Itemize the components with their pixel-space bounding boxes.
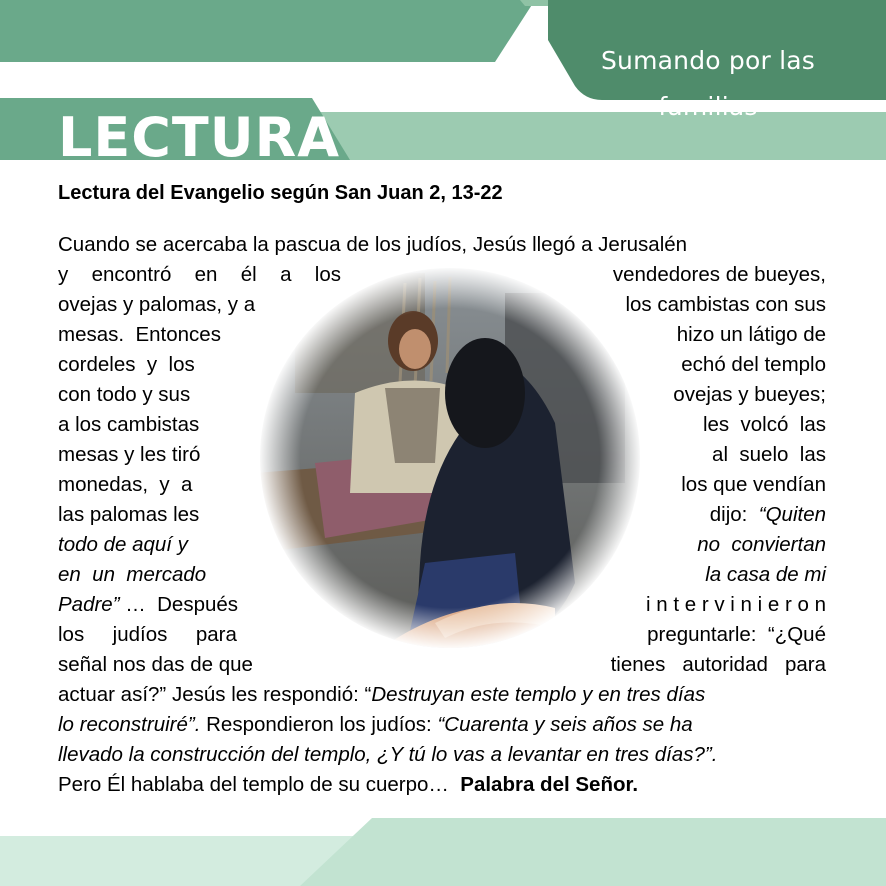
section-title: LECTURA bbox=[58, 106, 340, 161]
line-text: actuar así?” Jesús les respondió: “ bbox=[58, 683, 372, 706]
bottom-banner-accent bbox=[300, 818, 886, 886]
line-right: los cambistas con sus bbox=[625, 293, 826, 316]
reading-line bbox=[58, 380, 826, 410]
line-left: los judíos para bbox=[58, 623, 237, 646]
reading-line: Cuando se acercaba la pascua de los judíos, Jesús llegó a Jerusalén bbox=[58, 233, 688, 256]
line-right bbox=[710, 500, 826, 530]
line-right: i n t e r v i n i e r o n bbox=[645, 593, 826, 616]
line-right: los que vendían bbox=[681, 473, 826, 496]
reading-reference: Lectura del Evangelio según San Juan 2, 13-22 bbox=[58, 182, 503, 204]
reading-line bbox=[58, 560, 826, 590]
line-left: a los cambistas bbox=[58, 413, 200, 436]
quote-text: “Cuarenta y seis años se ha bbox=[437, 713, 693, 736]
line-right: hizo un látigo de bbox=[676, 323, 826, 346]
quote-right: la casa de mi bbox=[705, 563, 826, 586]
line-left: las palomas les bbox=[58, 503, 200, 526]
line-text: Respondieron los judíos: bbox=[200, 713, 438, 736]
line-right: tienes autoridad para bbox=[610, 653, 826, 676]
line-right: ovejas y bueyes; bbox=[673, 383, 826, 406]
reading-line bbox=[58, 470, 826, 500]
reading-line bbox=[58, 680, 826, 710]
line-right: preguntarle: “¿Qué bbox=[647, 623, 826, 646]
quote-text: “Quiten bbox=[758, 503, 826, 526]
quote-text: lo reconstruiré”. bbox=[58, 713, 201, 736]
line-left-text: … Después bbox=[119, 593, 239, 616]
line-right: les volcó las bbox=[702, 413, 826, 436]
reading-line bbox=[58, 770, 826, 800]
quote-left: todo de aquí y bbox=[58, 533, 188, 556]
reading-line bbox=[58, 410, 826, 440]
reading-line bbox=[58, 290, 826, 320]
line-right: echó del templo bbox=[681, 353, 826, 376]
word: en bbox=[194, 263, 218, 286]
line-left: señal nos das de que bbox=[58, 653, 253, 676]
reading-line bbox=[58, 590, 826, 620]
line-left: con todo y sus bbox=[58, 383, 191, 406]
quote-right: no conviertan bbox=[697, 533, 826, 556]
top-banner bbox=[0, 0, 535, 62]
word: encontró bbox=[91, 263, 172, 286]
reading-line bbox=[58, 710, 826, 740]
line-left: mesas. Entonces bbox=[58, 323, 221, 346]
word: a bbox=[280, 263, 292, 286]
reading-line bbox=[58, 740, 826, 770]
line-left bbox=[58, 260, 341, 290]
reading-line bbox=[58, 440, 826, 470]
quote-text: Padre” bbox=[58, 593, 120, 616]
line-left: ovejas y palomas, y a bbox=[58, 293, 256, 316]
quote-text: Destruyan este templo y en tres días bbox=[371, 683, 706, 706]
reading-line bbox=[58, 530, 826, 560]
reading-line bbox=[58, 650, 826, 680]
reading-line bbox=[58, 260, 826, 290]
line-right: vendedores de bueyes, bbox=[612, 263, 826, 286]
word: él bbox=[240, 263, 257, 286]
quote-text: llevado la construcción del templo, ¿Y tú lo vas a levantar en tres días?”. bbox=[58, 743, 718, 766]
line-right-text: dijo: bbox=[709, 503, 754, 526]
reading-line bbox=[58, 620, 826, 650]
brand-label: Sumando por las familias bbox=[600, 46, 816, 121]
line-text: Pero Él hablaba del templo de su cuerpo… bbox=[58, 773, 461, 796]
line-right: al suelo las bbox=[712, 443, 826, 466]
reading-line bbox=[58, 350, 826, 380]
reading-line bbox=[58, 320, 826, 350]
word: los bbox=[314, 263, 341, 286]
line-left: mesas y les tiró bbox=[58, 443, 201, 466]
line-left: cordeles y los bbox=[58, 353, 195, 376]
word: y bbox=[58, 263, 69, 286]
quote-left: en un mercado bbox=[58, 563, 207, 586]
reading-line bbox=[58, 500, 826, 530]
closing-acclamation: Palabra del Señor. bbox=[460, 773, 639, 796]
line-left: monedas, y a bbox=[58, 473, 193, 496]
line-left bbox=[58, 590, 238, 620]
